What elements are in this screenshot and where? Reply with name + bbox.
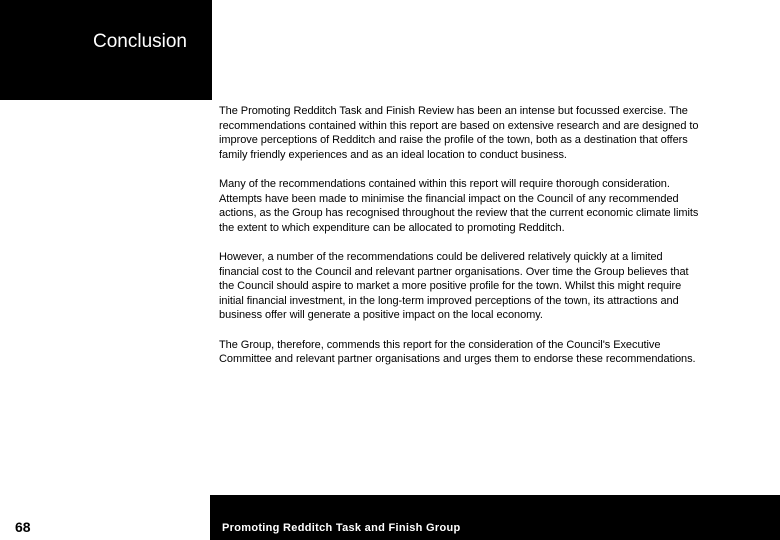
body-text <box>219 104 774 381</box>
text-line: the extent to which expenditure can be allocated to promoting Redditch. <box>219 221 565 234</box>
paragraph <box>219 177 774 235</box>
footer-block <box>210 495 780 540</box>
text-line: the Council should aspire to market a more positive profile for the town. Whilst this might require <box>219 280 682 293</box>
paragraph <box>219 250 774 323</box>
text-line: Committee and relevant partner organisations and urges them to endorse these recommendations. <box>219 353 696 366</box>
text-line: improve perceptions of Redditch and raise the profile of the town, both as a destination that offers <box>219 134 688 147</box>
page-number: 68 <box>15 519 31 535</box>
paragraph <box>219 104 774 162</box>
text-line: Attempts have been made to minimise the financial impact on the Council of any recommended <box>219 192 679 205</box>
text-line: Many of the recommendations contained within this report will require thorough consideration. <box>219 177 670 190</box>
text-line: family friendly experiences and as an ideal location to conduct business. <box>219 148 567 161</box>
text-line: financial cost to the Council and relevant partner organisations. Over time the Group believes that <box>219 265 689 278</box>
text-line: actions, as the Group has recognised throughout the review that the current economic climate limits <box>219 207 699 220</box>
text-line: business offer will generate a positive impact on the local economy. <box>219 309 543 322</box>
text-line: The Promoting Redditch Task and Finish Review has been an intense but focussed exercise. The <box>219 105 688 117</box>
footer-text: Promoting Redditch Task and Finish Group <box>222 522 461 534</box>
page-title: Conclusion <box>93 31 187 52</box>
paragraph <box>219 338 774 367</box>
text-line: recommendations contained within this report are based on extensive research and are designed to <box>219 119 699 132</box>
text-line: The Group, therefore, commends this report for the consideration of the Council's Executive <box>219 338 661 351</box>
header-block <box>0 0 212 100</box>
text-line: However, a number of the recommendations could be delivered relatively quickly at a limited <box>219 250 663 263</box>
text-line: initial financial investment, in the long-term improved perceptions of the town, its attractions and <box>219 294 679 307</box>
